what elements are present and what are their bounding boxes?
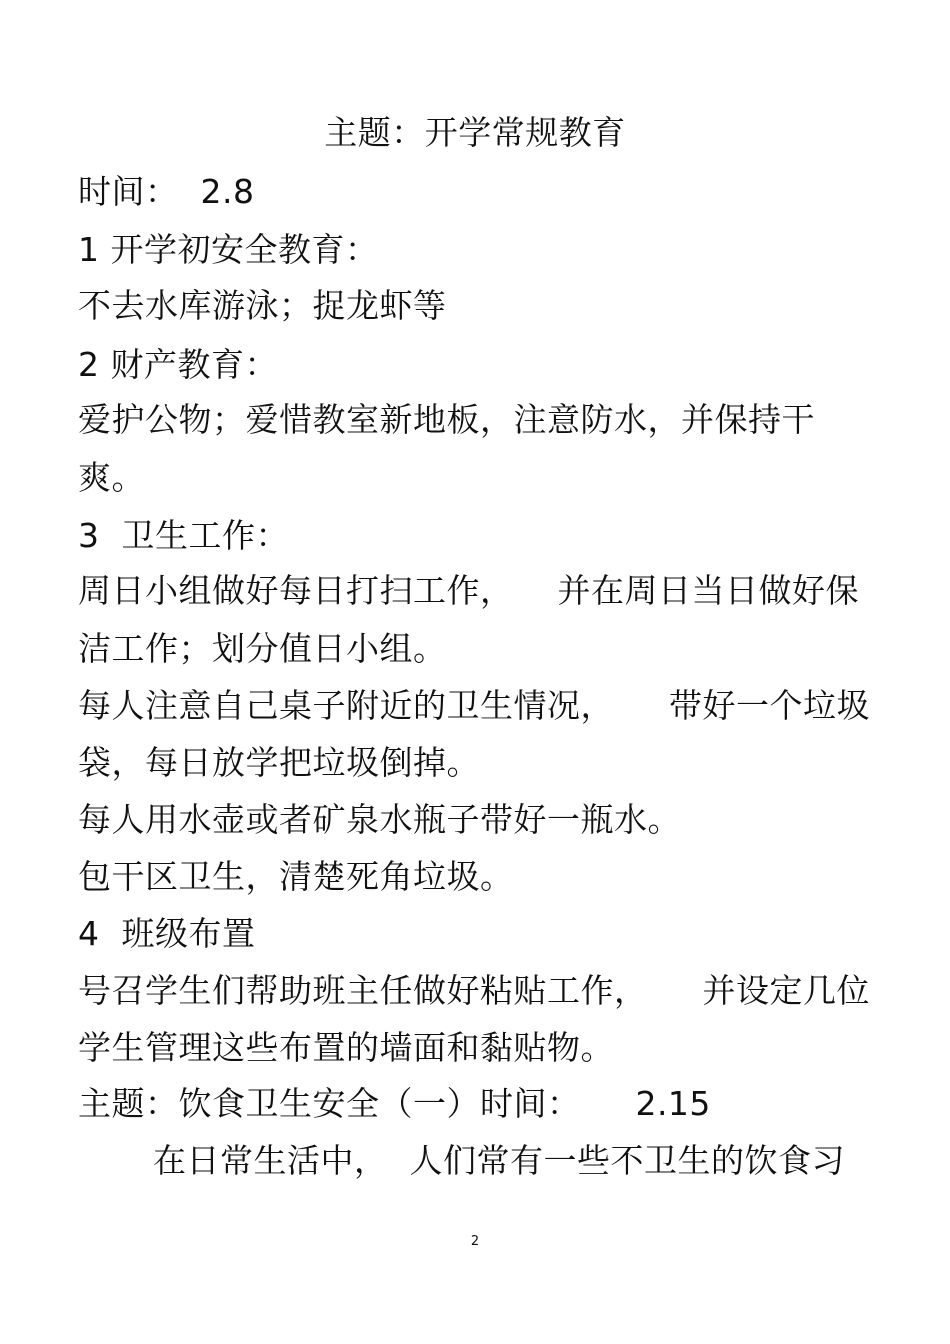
text-line: 每人用水壶或者矿泉水瓶子带好一瓶水。 bbox=[78, 800, 681, 839]
text-line: 袋，每日放学把垃圾倒掉。 bbox=[78, 743, 480, 782]
text-line: 爽。 bbox=[78, 458, 145, 497]
text-line: 3 卫生工作： bbox=[78, 516, 289, 555]
text-line: 洁工作；划分值日小组。 bbox=[78, 629, 447, 668]
text-line: 每人注意自己桌子附近的卫生情况， 带好一个垃圾 bbox=[78, 686, 870, 725]
text-line: 爱护公物；爱惜教室新地板，注意防水，并保持干 bbox=[78, 400, 815, 439]
page-title: 主题：开学常规教育 bbox=[324, 113, 626, 152]
text-line: 不去水库游泳；捉龙虾等 bbox=[78, 286, 447, 325]
page-number: 2 bbox=[470, 1234, 480, 1249]
text-line: 时间： 2.8 bbox=[78, 172, 255, 211]
text-line: 2 财产教育： bbox=[78, 345, 278, 384]
text-line: 主题：饮食卫生安全（一）时间： 2.15 bbox=[78, 1084, 711, 1123]
text-line: 在日常生活中， 人们常有一些不卫生的饮食习 bbox=[153, 1141, 845, 1180]
text-line: 周日小组做好每日打扫工作， 并在周日当日做好保 bbox=[78, 571, 859, 610]
text-line: 4 班级布置 bbox=[78, 914, 256, 953]
text-line: 1 开学初安全教育： bbox=[78, 230, 379, 269]
text-line: 号召学生们帮助班主任做好粘贴工作， 并设定几位 bbox=[78, 971, 870, 1010]
text-line: 学生管理这些布置的墙面和黏贴物。 bbox=[78, 1028, 614, 1067]
text-line: 包干区卫生，清楚死角垃圾。 bbox=[78, 857, 514, 896]
